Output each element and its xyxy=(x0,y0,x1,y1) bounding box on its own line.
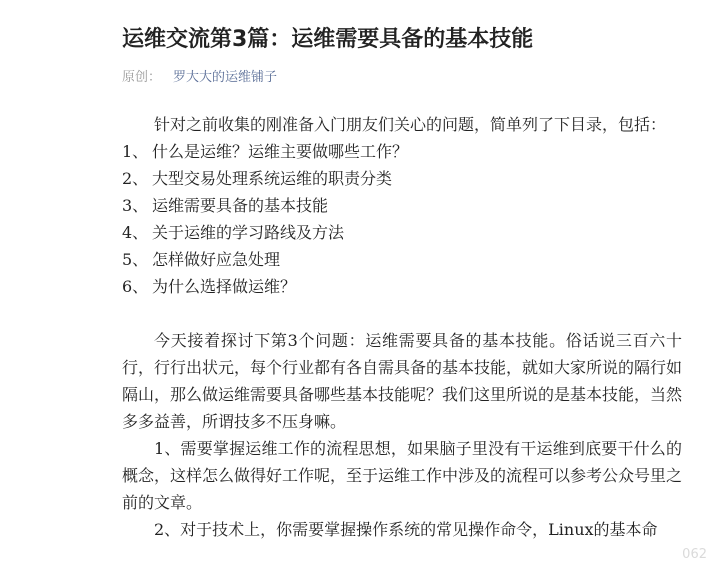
toc-text: 什么是运维？运维主要做哪些工作？ xyxy=(152,142,409,161)
toc-item xyxy=(122,246,682,273)
article-meta xyxy=(122,68,277,88)
toc-item xyxy=(122,138,682,165)
article-body xyxy=(122,111,682,543)
toc-text: 运维需要具备的基本技能 xyxy=(152,196,329,215)
original-label: 原创： xyxy=(122,70,162,85)
toc-number: 5、 xyxy=(122,250,149,269)
intro-paragraph: 针对之前收集的刚准备入门朋友们关心的问题，简单列了下目录，包括： xyxy=(154,115,667,134)
body-paragraph: 1、需要掌握运维工作的流程思想，如果脑子里没有干运维到底要干什么的概念，这样怎么做得好工作呢，至于运维工作中涉及的流程可以参考公众号里之前的文章。 xyxy=(122,439,683,512)
body-paragraph: 2、对于技术上，你需要掌握操作系统的常见操作命令，Linux的基本命 xyxy=(154,520,658,539)
author-link[interactable]: 罗大大的运维铺子 xyxy=(173,70,278,85)
toc-text: 怎样做好应急处理 xyxy=(152,250,281,269)
toc-number: 3、 xyxy=(122,196,149,215)
body-paragraph: 今天接着探讨下第3个问题：运维需要具备的基本技能。俗话说三百六十行，行行出状元，每个行业都有各自需具备的基本技能，就如大家所说的隔行如隔山，那么做运维需要具备哪些基本技能呢？我们这里所说的是基本技能，当然多多益善，所谓技多不压身嘛。 xyxy=(122,331,683,431)
paragraph-spacer xyxy=(122,300,682,327)
toc-number: 4、 xyxy=(122,223,149,242)
toc-number: 2、 xyxy=(122,169,149,188)
toc-item xyxy=(122,192,682,219)
toc-number: 1、 xyxy=(122,142,149,161)
toc-number: 6、 xyxy=(122,277,149,296)
toc-item xyxy=(122,219,682,246)
toc-item xyxy=(122,273,682,300)
toc-text: 大型交易处理系统运维的职责分类 xyxy=(152,169,393,188)
watermark: 062 xyxy=(682,547,707,562)
toc-text: 关于运维的学习路线及方法 xyxy=(152,223,345,242)
toc-item xyxy=(122,165,682,192)
toc-text: 为什么选择做运维？ xyxy=(152,277,297,296)
article-title: 运维交流第3篇：运维需要具备的基本技能 xyxy=(122,27,534,52)
toc-list xyxy=(122,138,682,300)
